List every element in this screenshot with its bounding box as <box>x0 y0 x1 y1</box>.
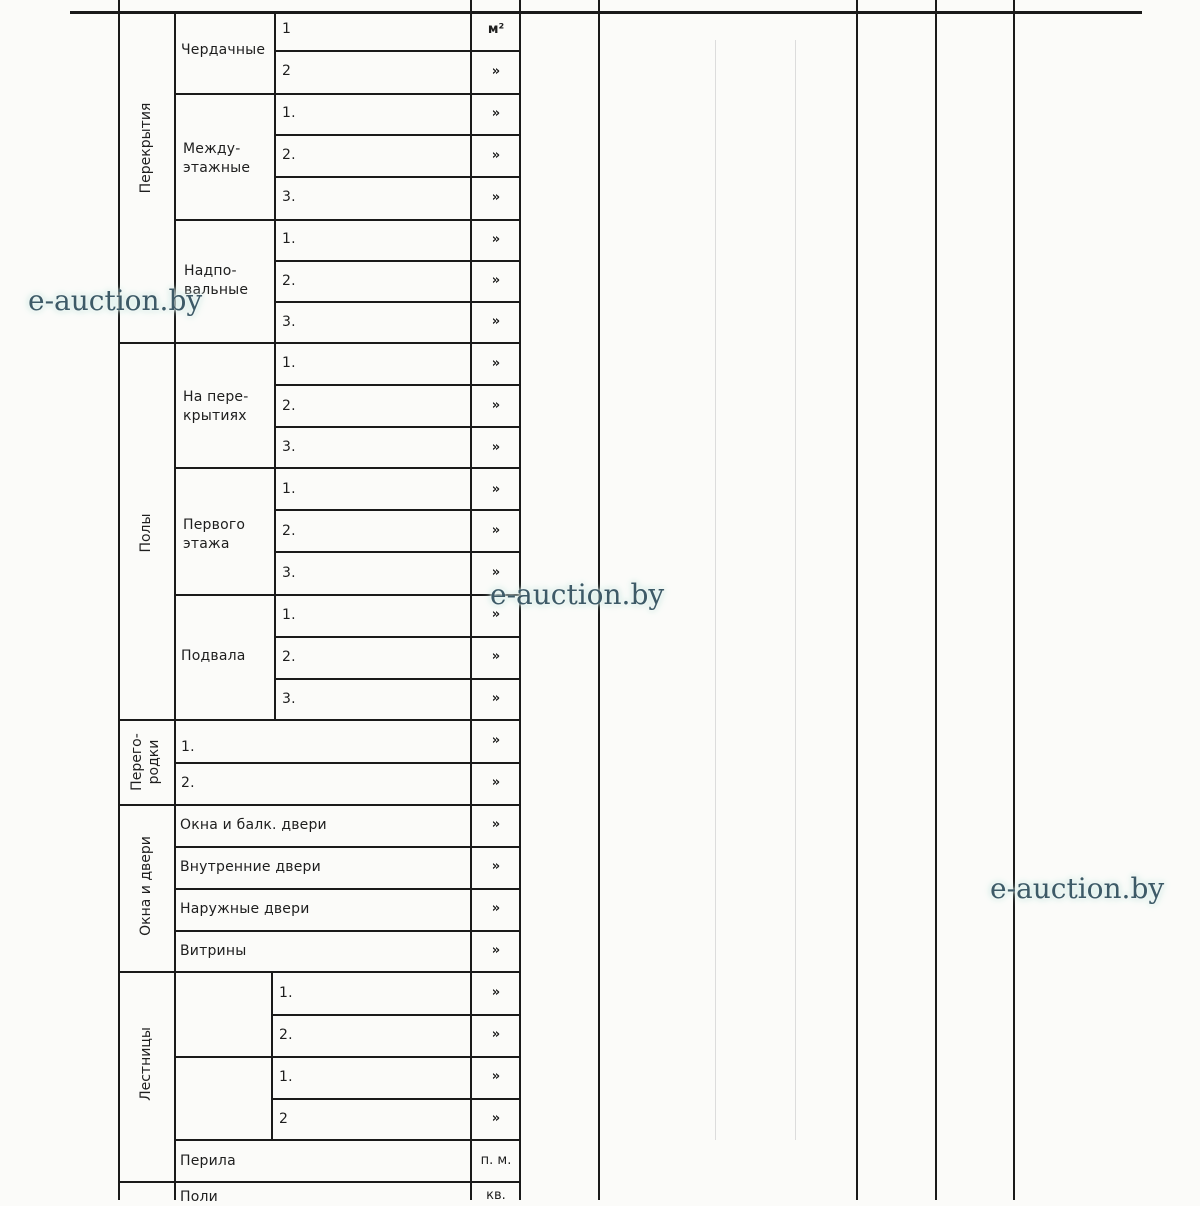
row-number: 2 <box>282 63 292 79</box>
col-line-sub <box>174 12 176 1200</box>
item-vnutr-dveri: Внутренние двери <box>180 859 321 875</box>
row-unit: » <box>491 607 501 622</box>
row-number: 1. <box>279 1069 293 1085</box>
row-sep <box>274 301 521 303</box>
row-sep <box>271 1014 521 1016</box>
row-number: 3. <box>282 565 296 581</box>
row-unit: » <box>491 190 501 205</box>
row-unit: » <box>491 859 501 874</box>
row-unit: » <box>491 314 501 329</box>
subgroup-mezhduetazhnye: Между- этажные <box>183 141 251 176</box>
item-vitriny: Витрины <box>180 943 247 959</box>
section-peregorodki: Перего- родки <box>129 733 162 791</box>
row-sep <box>174 846 521 848</box>
row-sep <box>274 551 521 553</box>
row-sep <box>274 636 521 638</box>
row-unit: » <box>491 148 501 163</box>
row-unit: » <box>491 356 501 371</box>
row-unit: » <box>491 649 501 664</box>
subgroup-sep <box>174 93 521 95</box>
subgroup-sep <box>174 219 521 221</box>
row-unit: » <box>491 523 501 538</box>
row-unit: кв. <box>486 1188 506 1203</box>
top-border <box>70 11 1142 14</box>
section-sep-okna <box>118 804 521 806</box>
row-number: 2 <box>279 1111 289 1127</box>
ghost-line <box>795 40 796 1140</box>
row-unit: » <box>491 985 501 1000</box>
row-unit: » <box>491 398 501 413</box>
row-number: 3. <box>282 189 296 205</box>
row-unit: м² <box>487 22 505 37</box>
row-sep <box>274 50 521 52</box>
subgroup-nadpodvalnye: Надпо- вальные <box>184 263 249 298</box>
row-unit: » <box>491 1111 501 1126</box>
row-unit: » <box>491 691 501 706</box>
subgroup-sep <box>174 594 521 596</box>
row-unit: » <box>491 482 501 497</box>
col-line-6 <box>935 0 937 1200</box>
row-number: 1. <box>282 231 296 247</box>
row-number: 2. <box>282 523 296 539</box>
row-unit: » <box>491 64 501 79</box>
section-poly: Полы <box>138 513 154 553</box>
row-number: 3. <box>282 314 296 330</box>
section-sep-lestnitsy <box>118 971 521 973</box>
row-unit: » <box>491 733 501 748</box>
subgroup-cherdachnye: Чердачные <box>181 42 266 58</box>
row-sep <box>274 384 521 386</box>
subgroup-pervogo-etazha: Первого этажа <box>183 517 246 552</box>
row-unit: » <box>491 817 501 832</box>
row-unit: » <box>491 106 501 121</box>
row-unit: » <box>491 901 501 916</box>
subgroup-podvala: Подвала <box>181 648 246 664</box>
row-unit: п. м. <box>480 1153 512 1168</box>
ghost-line <box>715 40 716 1140</box>
item-okna-balk: Окна и балк. двери <box>180 817 327 833</box>
row-sep <box>271 1098 521 1100</box>
section-okna: Окна и двери <box>138 836 154 936</box>
row-number: 1. <box>181 739 195 755</box>
item-naruzh-dveri: Наружные двери <box>180 901 310 917</box>
col-line-7 <box>1013 0 1015 1200</box>
row-number: 2. <box>279 1027 293 1043</box>
row-unit: » <box>491 1027 501 1042</box>
row-sep <box>174 930 521 932</box>
row-number: 1. <box>282 607 296 623</box>
section-sep-peregorodki <box>118 719 521 721</box>
row-number: 1. <box>282 355 296 371</box>
row-unit: » <box>491 943 501 958</box>
row-number: 3. <box>282 439 296 455</box>
watermark: e-auction.by <box>490 578 665 611</box>
row-number: 2. <box>282 649 296 665</box>
row-sep <box>274 678 521 680</box>
col-line-left <box>118 0 120 1200</box>
subcol-line-a <box>274 12 276 720</box>
row-sep <box>274 426 521 428</box>
row-unit: » <box>491 775 501 790</box>
row-sep <box>274 509 521 511</box>
row-unit: » <box>491 232 501 247</box>
row-unit: » <box>491 273 501 288</box>
row-sep <box>174 762 521 764</box>
row-unit: » <box>491 565 501 580</box>
item-last-partial: Поли <box>180 1189 218 1205</box>
section-perekrytiya: Перекрытия <box>138 102 154 194</box>
row-number: 1. <box>282 105 296 121</box>
item-perila: Перила <box>180 1153 236 1169</box>
row-sep <box>274 134 521 136</box>
section-sep-poly <box>118 342 521 344</box>
row-sep <box>274 176 521 178</box>
row-sep <box>174 1056 521 1058</box>
row-number: 3. <box>282 691 296 707</box>
row-sep <box>174 888 521 890</box>
section-lestnitsy: Лестницы <box>138 1027 154 1101</box>
subgroup-sep <box>174 1139 521 1141</box>
subgroup-sep <box>174 467 521 469</box>
row-number: 2. <box>282 398 296 414</box>
row-number: 1. <box>279 985 293 1001</box>
row-sep <box>274 260 521 262</box>
subgroup-na-perekrytiyakh: На пере- крытиях <box>183 389 249 424</box>
col-line-unit-left <box>470 0 472 1200</box>
row-unit: » <box>491 440 501 455</box>
col-line-5 <box>856 0 858 1200</box>
watermark: e-auction.by <box>28 284 203 317</box>
row-number: 2. <box>181 775 195 791</box>
row-number: 2. <box>282 273 296 289</box>
watermark: e-auction.by <box>990 872 1165 905</box>
row-number: 1. <box>282 481 296 497</box>
section-sep-last <box>118 1181 521 1183</box>
row-number: 2. <box>282 147 296 163</box>
row-unit: » <box>491 1069 501 1084</box>
row-number: 1 <box>282 21 292 37</box>
